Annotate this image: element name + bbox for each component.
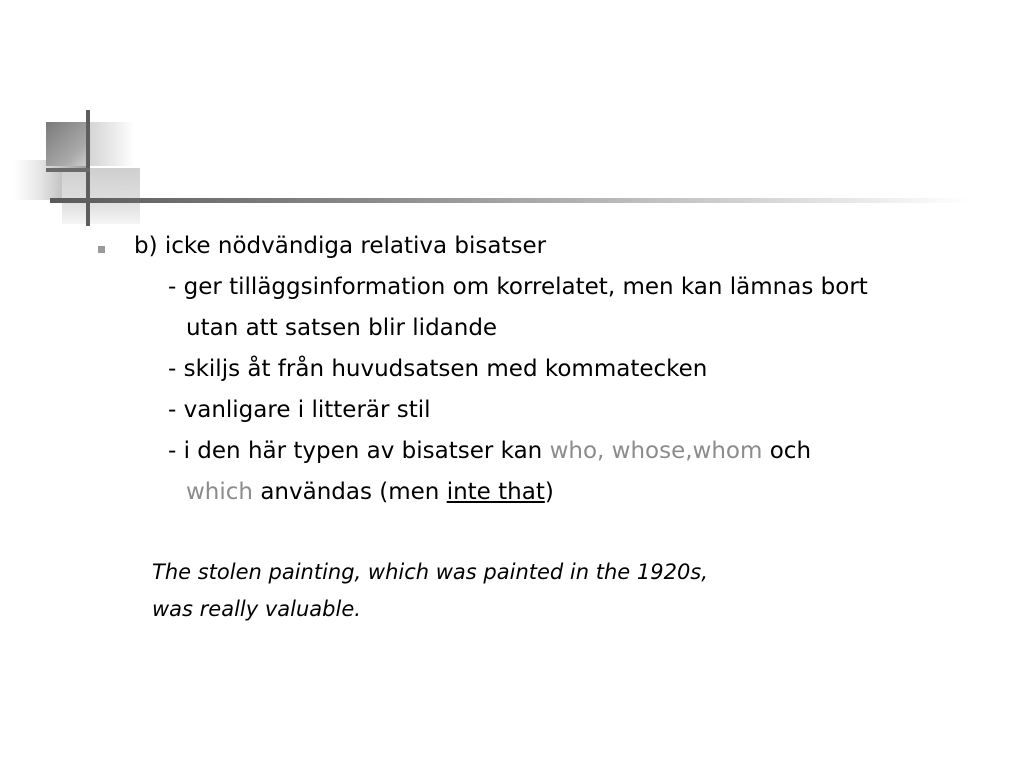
text-line-4: - vanligare i litterär stil	[168, 397, 431, 423]
example-sentence-line-2: was really valuable.	[152, 597, 361, 621]
decor-horizontal-rule	[50, 198, 970, 203]
decorative-header-graphic	[0, 0, 1024, 240]
text-line-1: - ger tilläggsinformation om korrelatet, men kan lämnas bort	[168, 274, 868, 300]
decor-square-bottom	[62, 168, 140, 224]
decor-short-line	[46, 168, 90, 172]
text-line-5-pre: - i den här typen av bisatser kan	[168, 438, 550, 464]
slide-heading: b) icke nödvändiga relativa bisatser	[134, 233, 547, 259]
text-line-3: - skiljs åt från huvudsatsen med kommatecken	[168, 356, 708, 382]
text-line-5-post: och	[762, 438, 812, 464]
decor-square-dark	[46, 122, 88, 166]
text-line-5	[168, 437, 811, 465]
text-line-6-end: )	[544, 479, 554, 505]
text-line-6-mid: användas (men	[253, 479, 447, 505]
bullet-square-icon	[98, 246, 105, 253]
underlined-inte-that: inte that	[446, 479, 545, 505]
text-line-2: utan att satsen blir lidande	[186, 315, 498, 341]
decor-square-light	[88, 122, 134, 166]
text-line-6	[186, 478, 554, 506]
highlight-pronouns: who, whose,whom	[549, 438, 763, 464]
highlight-which: which	[186, 479, 254, 505]
example-sentence-line-1: The stolen painting, which was painted in the 1920s,	[152, 560, 708, 584]
